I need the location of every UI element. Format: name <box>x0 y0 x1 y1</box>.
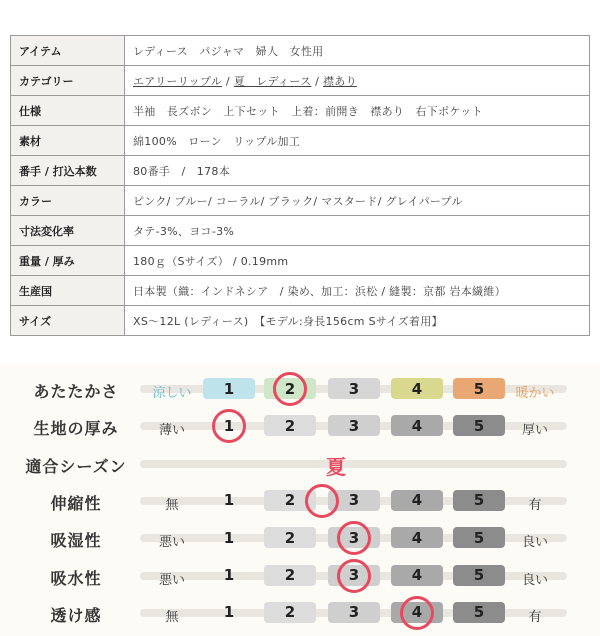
rating-label: 透け感 <box>50 605 102 625</box>
spec-label: 重量 / 厚み <box>11 246 125 276</box>
spec-label: カテゴリー <box>11 66 125 96</box>
rating-min-label: 無 <box>165 609 179 625</box>
rating-level-5: 5 <box>453 378 505 399</box>
rating-level-2: 2 <box>264 602 316 623</box>
rating-level-2: 2 <box>264 527 316 548</box>
rating-level-2: 2 <box>264 378 316 399</box>
spec-value: 綿100% ローン リップル加工 <box>125 126 590 156</box>
rating-level-4: 4 <box>391 527 443 548</box>
rating-level-3: 3 <box>328 490 380 511</box>
spec-row <box>11 96 590 126</box>
rating-level-4: 4 <box>391 415 443 436</box>
season-value: 夏 <box>326 454 346 479</box>
rating-max-label: 有 <box>528 497 542 513</box>
rating-level-1: 1 <box>223 491 235 510</box>
spec-value: 180ｇ（Sサイズ） / 0.19mm <box>125 246 590 276</box>
rating-level-4: 4 <box>391 565 443 586</box>
rating-level-5: 5 <box>453 527 505 548</box>
rating-level-4: 4 <box>391 602 443 623</box>
rating-row <box>0 409 600 443</box>
rating-max-label: 良い <box>521 535 548 551</box>
rating-level-2: 2 <box>264 565 316 586</box>
rating-label: 吸湿性 <box>50 531 102 551</box>
selected-level-marker <box>212 409 246 443</box>
category-link[interactable]: 夏 レディース <box>233 74 312 88</box>
rating-level-2: 2 <box>264 490 316 511</box>
rating-label: 生地の厚み <box>33 419 119 439</box>
rating-level-5: 5 <box>453 565 505 586</box>
selected-level-marker <box>273 372 307 406</box>
fabric-rating-chart <box>0 364 600 636</box>
rating-level-1: 1 <box>223 603 235 622</box>
selected-level-marker <box>337 559 371 593</box>
spec-label: カラー <box>11 186 125 216</box>
rating-row <box>0 447 600 481</box>
spec-row <box>11 66 590 96</box>
rating-min-label: 無 <box>165 497 179 513</box>
spec-value: XS～12L (レディース) 【モデル:身長156cm Sサイズ着用】 <box>125 306 590 336</box>
rating-label: あたたかさ <box>33 382 119 401</box>
spec-row <box>11 36 590 66</box>
spec-value: 半袖 長ズボン 上下セット 上着：前開き 襟あり 右下ポケット <box>125 96 590 126</box>
rating-max-label: 暖かい <box>515 386 555 401</box>
rating-track <box>140 460 567 468</box>
spec-label: 番手 / 打込本数 <box>11 156 125 186</box>
rating-level-1: 1 <box>203 378 255 399</box>
category-link[interactable]: 襟あり <box>322 74 357 88</box>
rating-min-label: 涼しい <box>152 386 192 401</box>
category-link[interactable]: エアリーリップル <box>133 74 223 88</box>
rating-max-label: 厚い <box>521 423 548 439</box>
spec-label: アイテム <box>11 36 125 66</box>
rating-level-1: 1 <box>223 528 235 547</box>
rating-label: 適合シーズン <box>25 456 127 476</box>
spec-row <box>11 126 590 156</box>
rating-row <box>0 596 600 630</box>
rating-min-label: 薄い <box>158 423 185 439</box>
rating-level-3: 3 <box>328 565 380 586</box>
spec-label: 寸法変化率 <box>11 216 125 246</box>
spec-label: 仕様 <box>11 96 125 126</box>
rating-row <box>0 521 600 555</box>
rating-row <box>0 559 600 593</box>
rating-level-2: 2 <box>264 415 316 436</box>
rating-level-1: 1 <box>223 566 235 584</box>
category-separator: / <box>222 74 234 88</box>
rating-level-3: 3 <box>328 378 380 399</box>
rating-label: 伸縮性 <box>50 493 102 513</box>
spec-value: ピンク/ ブルー/ コーラル/ ブラック/ マスタード/ グレイパープル <box>125 186 590 216</box>
rating-max-label: 良い <box>521 572 548 588</box>
rating-level-1: 1 <box>223 416 235 435</box>
spec-row <box>11 306 590 336</box>
spec-row <box>11 246 590 276</box>
spec-value: タテ-3%、ヨコ-3% <box>125 216 590 246</box>
spec-value <box>125 66 590 96</box>
rating-max-label: 有 <box>528 609 542 625</box>
spec-label: 素材 <box>11 126 125 156</box>
rating-label: 吸水性 <box>50 568 102 588</box>
spec-value: 80番手 / 178本 <box>125 156 590 186</box>
spec-row <box>11 216 590 246</box>
rating-level-3: 3 <box>328 527 380 548</box>
selected-level-marker <box>400 596 434 630</box>
rating-level-4: 4 <box>391 378 443 399</box>
rating-min-label: 悪い <box>158 535 185 551</box>
category-separator: / <box>311 74 323 88</box>
rating-level-3: 3 <box>328 602 380 623</box>
rating-level-5: 5 <box>453 602 505 623</box>
rating-min-label: 悪い <box>158 572 185 588</box>
spec-value: レディース パジャマ 婦人 女性用 <box>125 36 590 66</box>
rating-level-3: 3 <box>328 415 380 436</box>
spec-table <box>10 35 590 336</box>
rating-level-5: 5 <box>453 490 505 511</box>
spec-row <box>11 186 590 216</box>
rating-level-5: 5 <box>453 415 505 436</box>
rating-row <box>0 372 600 406</box>
rating-level-4: 4 <box>391 490 443 511</box>
spec-label: サイズ <box>11 306 125 336</box>
selected-level-marker <box>305 484 339 518</box>
selected-level-marker <box>337 521 371 555</box>
spec-row <box>11 156 590 186</box>
spec-label: 生産国 <box>11 276 125 306</box>
spec-row <box>11 276 590 306</box>
rating-row <box>0 484 600 518</box>
spec-value: 日本製（織：インドネシア / 染め、加工：浜松 / 縫製：京都 岩本繊維） <box>125 276 590 306</box>
